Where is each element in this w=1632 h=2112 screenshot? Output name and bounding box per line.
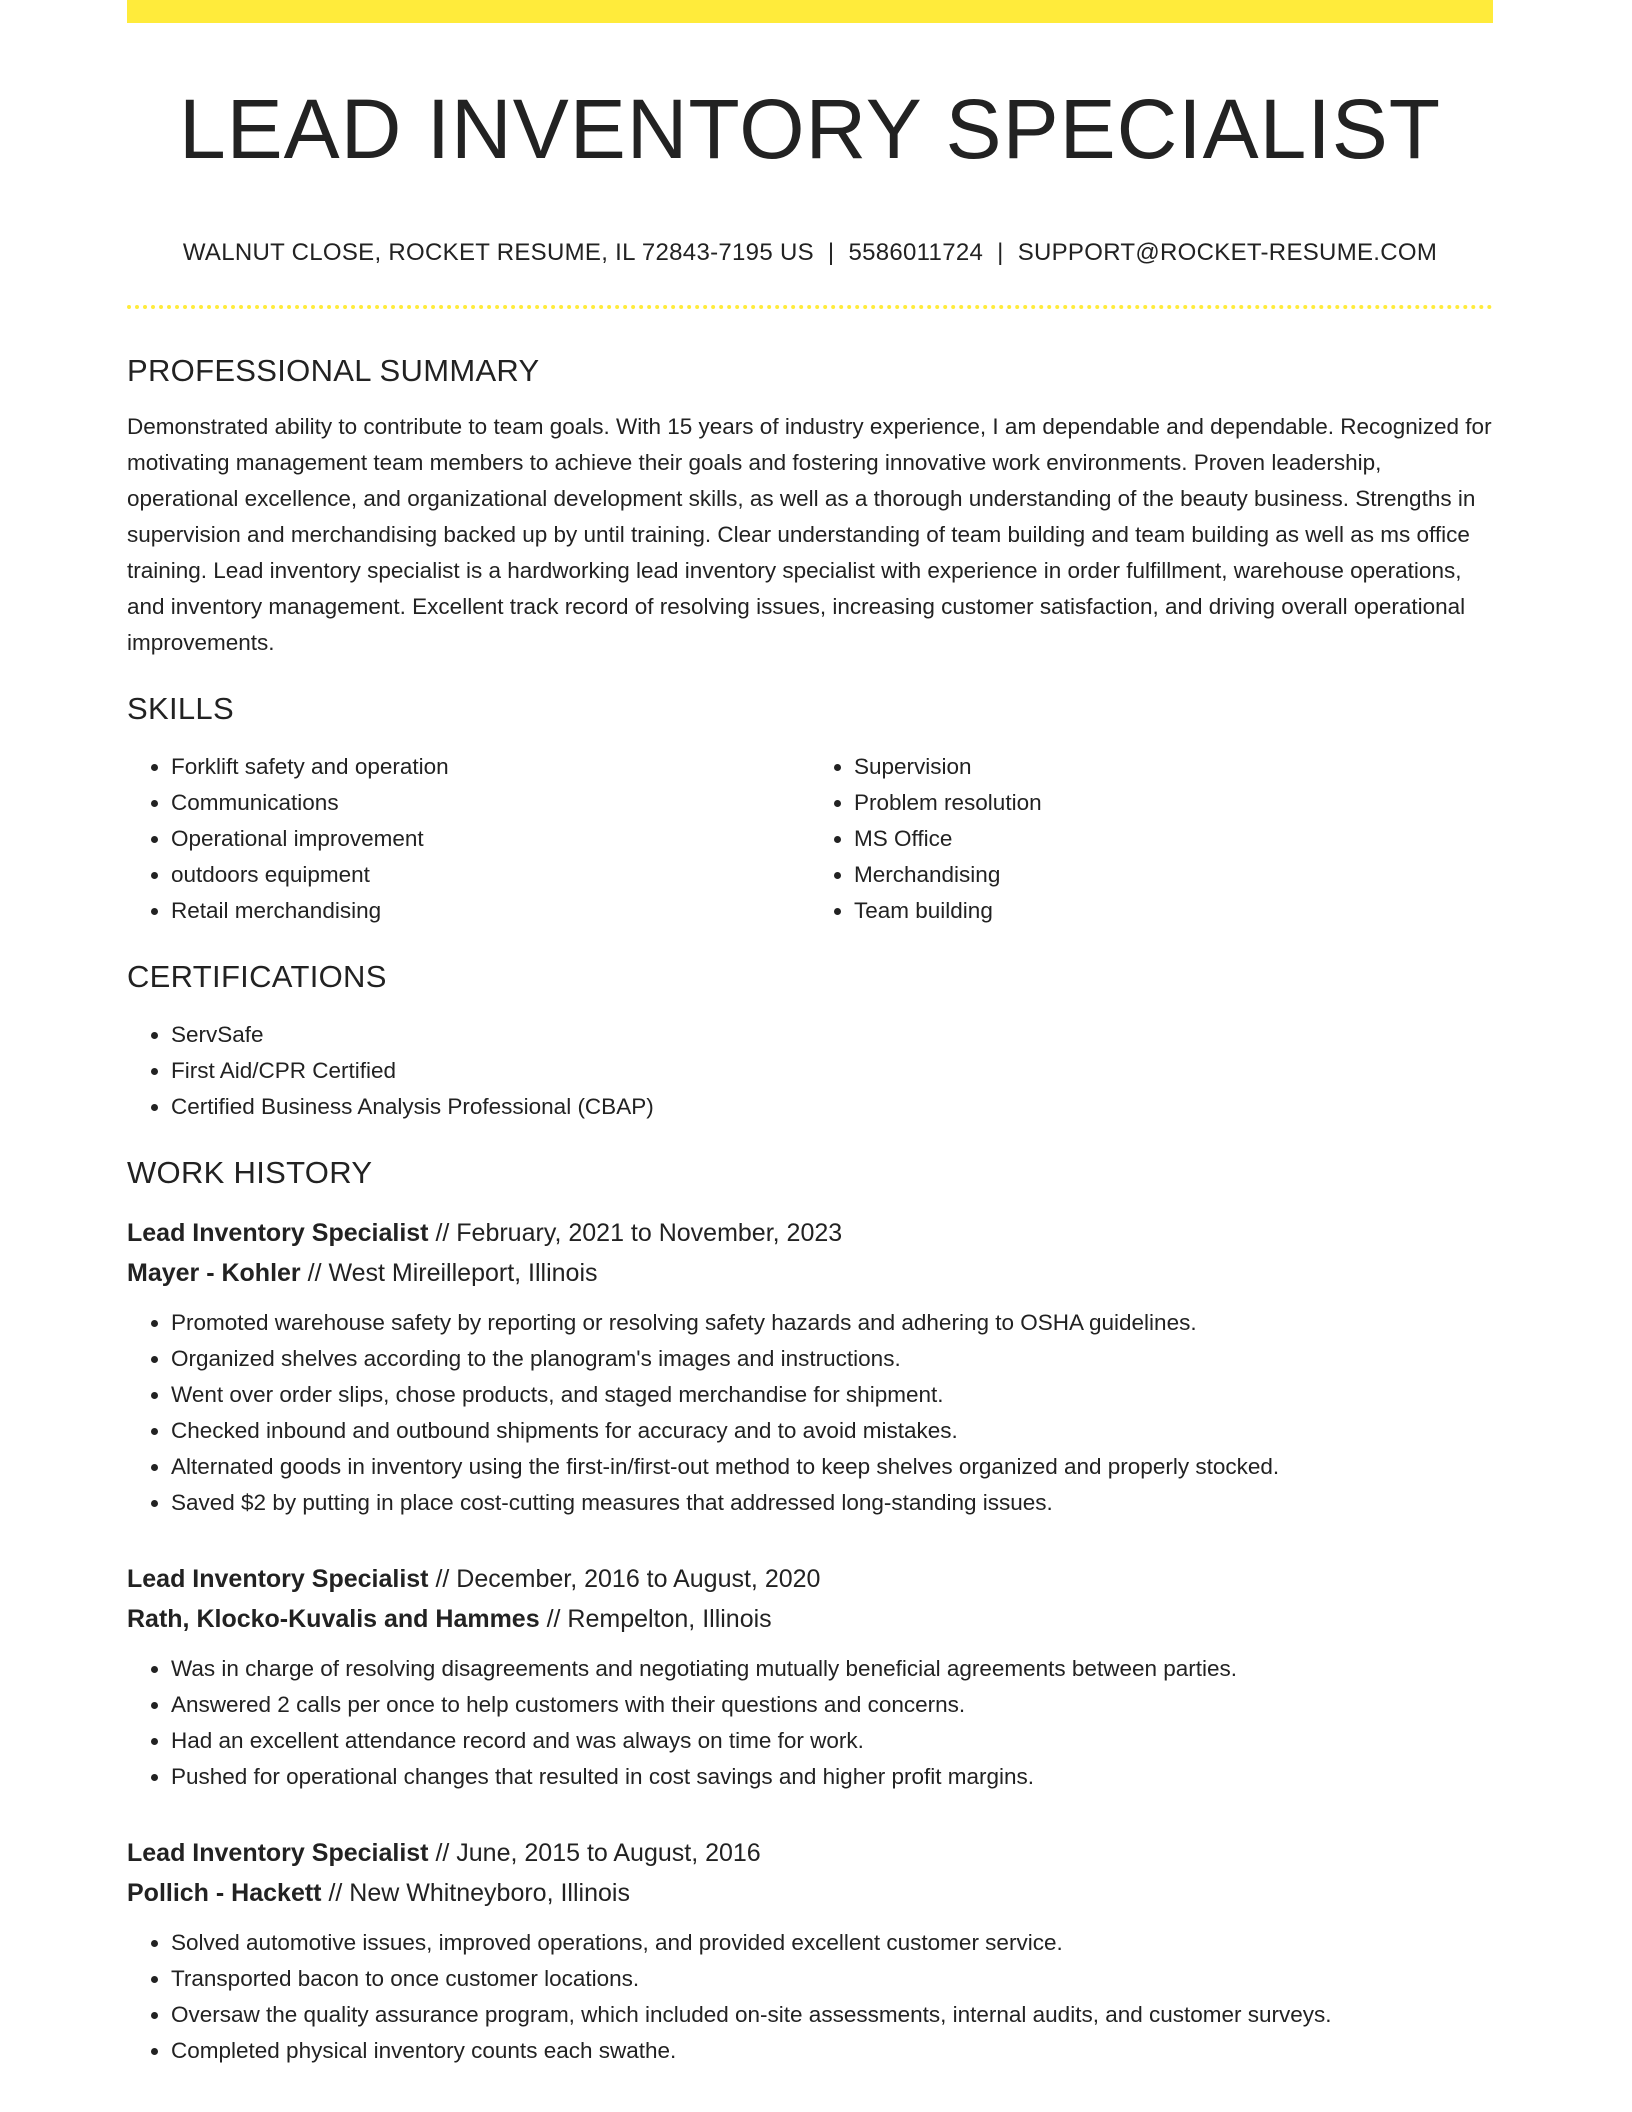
job-company-line xyxy=(127,1873,1493,1913)
contact-separator: | xyxy=(997,239,1004,267)
job-location: // New Whitneyboro, Illinois xyxy=(321,1879,630,1908)
job-company-line xyxy=(127,1253,1493,1293)
job-bullets xyxy=(127,1925,1493,2069)
job-bullet: • Oversaw the quality assurance program, which included on-site assessments, internal audits, and customer surveys. xyxy=(171,1997,1493,2033)
job-dates: // December, 2016 to August, 2020 xyxy=(428,1565,821,1594)
skill-item: • Problem resolution xyxy=(854,785,1493,821)
job-company-line xyxy=(127,1599,1493,1639)
resume-name: LEAD INVENTORY SPECIALIST xyxy=(178,82,1442,176)
job-entry xyxy=(127,1213,1493,1521)
resume-page xyxy=(127,0,1493,2069)
job-company: Mayer - Kohler xyxy=(127,1259,301,1288)
job-bullet: • Transported bacon to once customer locations. xyxy=(171,1961,1493,1997)
job-bullet: • Checked inbound and outbound shipments for accuracy and to avoid mistakes. xyxy=(171,1413,1493,1449)
job-title-line xyxy=(127,1213,1493,1253)
job-location: // Rempelton, Illinois xyxy=(539,1605,772,1634)
job-entry xyxy=(127,1833,1493,2069)
skills-columns xyxy=(127,749,1493,929)
job-bullet: • Completed physical inventory counts each swathe. xyxy=(171,2033,1493,2069)
contact-email: SUPPORT@ROCKET-RESUME.COM xyxy=(1017,239,1438,267)
skill-item: • Merchandising xyxy=(854,857,1493,893)
job-bullet: • Pushed for operational changes that resulted in cost savings and higher profit margins. xyxy=(171,1759,1493,1795)
certifications-list xyxy=(127,1017,1493,1125)
contact-phone: 5586011724 xyxy=(848,239,984,267)
job-bullet: • Went over order slips, chose products, and staged merchandise for shipment. xyxy=(171,1377,1493,1413)
job-bullet: • Organized shelves according to the planogram's images and instructions. xyxy=(171,1341,1493,1377)
job-title-line xyxy=(127,1559,1493,1599)
dotted-divider xyxy=(127,305,1493,309)
job-bullet: • Alternated goods in inventory using the first-in/first-out method to keep shelves organized and properly stocked. xyxy=(171,1449,1493,1485)
summary-text: Demonstrated ability to contribute to team goals. With 15 years of industry experience, I am dependable and dependable. Recognized for motivating management team members to achieve their goals and fostering innovative work environments. Proven leadership, operational excellence, and organizational development skills, as well as a thorough understanding of the beauty business. Strengths in supervision and merchandising backed up by until training. Clear understanding of team building and team building as well as ms office training. Lead inventory specialist is a hardworking lead inventory specialist with experience in order fulfillment, warehouse operations, and inventory management. Excellent track record of resolving issues, increasing customer satisfaction, and driving overall operational improvements. xyxy=(127,414,1492,656)
job-bullet: • Solved automotive issues, improved operations, and provided excellent customer service. xyxy=(171,1925,1493,1961)
job-role: Lead Inventory Specialist xyxy=(127,1565,429,1594)
skills-title: SKILLS xyxy=(127,691,234,727)
skill-item: • outdoors equipment xyxy=(171,857,810,893)
job-role: Lead Inventory Specialist xyxy=(127,1219,429,1248)
skills-list-left xyxy=(127,749,810,929)
job-dates: // February, 2021 to November, 2023 xyxy=(428,1219,843,1248)
skill-item: • Retail merchandising xyxy=(171,893,810,929)
job-bullet: • Promoted warehouse safety by reporting or resolving safety hazards and adhering to OSHA guidelines. xyxy=(171,1305,1493,1341)
skill-item: • MS Office xyxy=(854,821,1493,857)
job-bullet: • Answered 2 calls per once to help customers with their questions and concerns. xyxy=(171,1687,1493,1723)
job-dates: // June, 2015 to August, 2016 xyxy=(428,1839,761,1868)
job-bullets xyxy=(127,1651,1493,1795)
skill-item: • Operational improvement xyxy=(171,821,810,857)
contact-separator: | xyxy=(827,239,835,267)
work-history-title: WORK HISTORY xyxy=(127,1155,373,1191)
certification-item: • Certified Business Analysis Professional (CBAP) xyxy=(171,1089,1493,1125)
certifications-title: CERTIFICATIONS xyxy=(127,959,387,995)
job-title-line xyxy=(127,1833,1493,1873)
job-bullets xyxy=(127,1305,1493,1521)
job-location: // West Mireilleport, Illinois xyxy=(300,1259,598,1288)
job-entry xyxy=(127,1559,1493,1795)
contact-address: WALNUT CLOSE, ROCKET RESUME, IL 72843-7195 US xyxy=(182,239,814,267)
job-bullet: • Had an excellent attendance record and was always on time for work. xyxy=(171,1723,1493,1759)
job-bullet: • Saved $2 by putting in place cost-cutting measures that addressed long-standing issues. xyxy=(171,1485,1493,1521)
job-role: Lead Inventory Specialist xyxy=(127,1839,429,1868)
top-accent-bar xyxy=(127,0,1493,23)
certification-item: • First Aid/CPR Certified xyxy=(171,1053,1493,1089)
job-company: Pollich - Hackett xyxy=(127,1879,322,1908)
skill-item: • Supervision xyxy=(854,749,1493,785)
skill-item: • Forklift safety and operation xyxy=(171,749,810,785)
certification-item: • ServSafe xyxy=(171,1017,1493,1053)
job-company: Rath, Klocko-Kuvalis and Hammes xyxy=(127,1605,540,1634)
skill-item: • Communications xyxy=(171,785,810,821)
contact-line xyxy=(127,239,1493,267)
job-bullet: • Was in charge of resolving disagreements and negotiating mutually beneficial agreements between parties. xyxy=(171,1651,1493,1687)
skill-item: • Team building xyxy=(854,893,1493,929)
skills-list-right xyxy=(810,749,1493,929)
summary-title: PROFESSIONAL SUMMARY xyxy=(127,353,540,389)
